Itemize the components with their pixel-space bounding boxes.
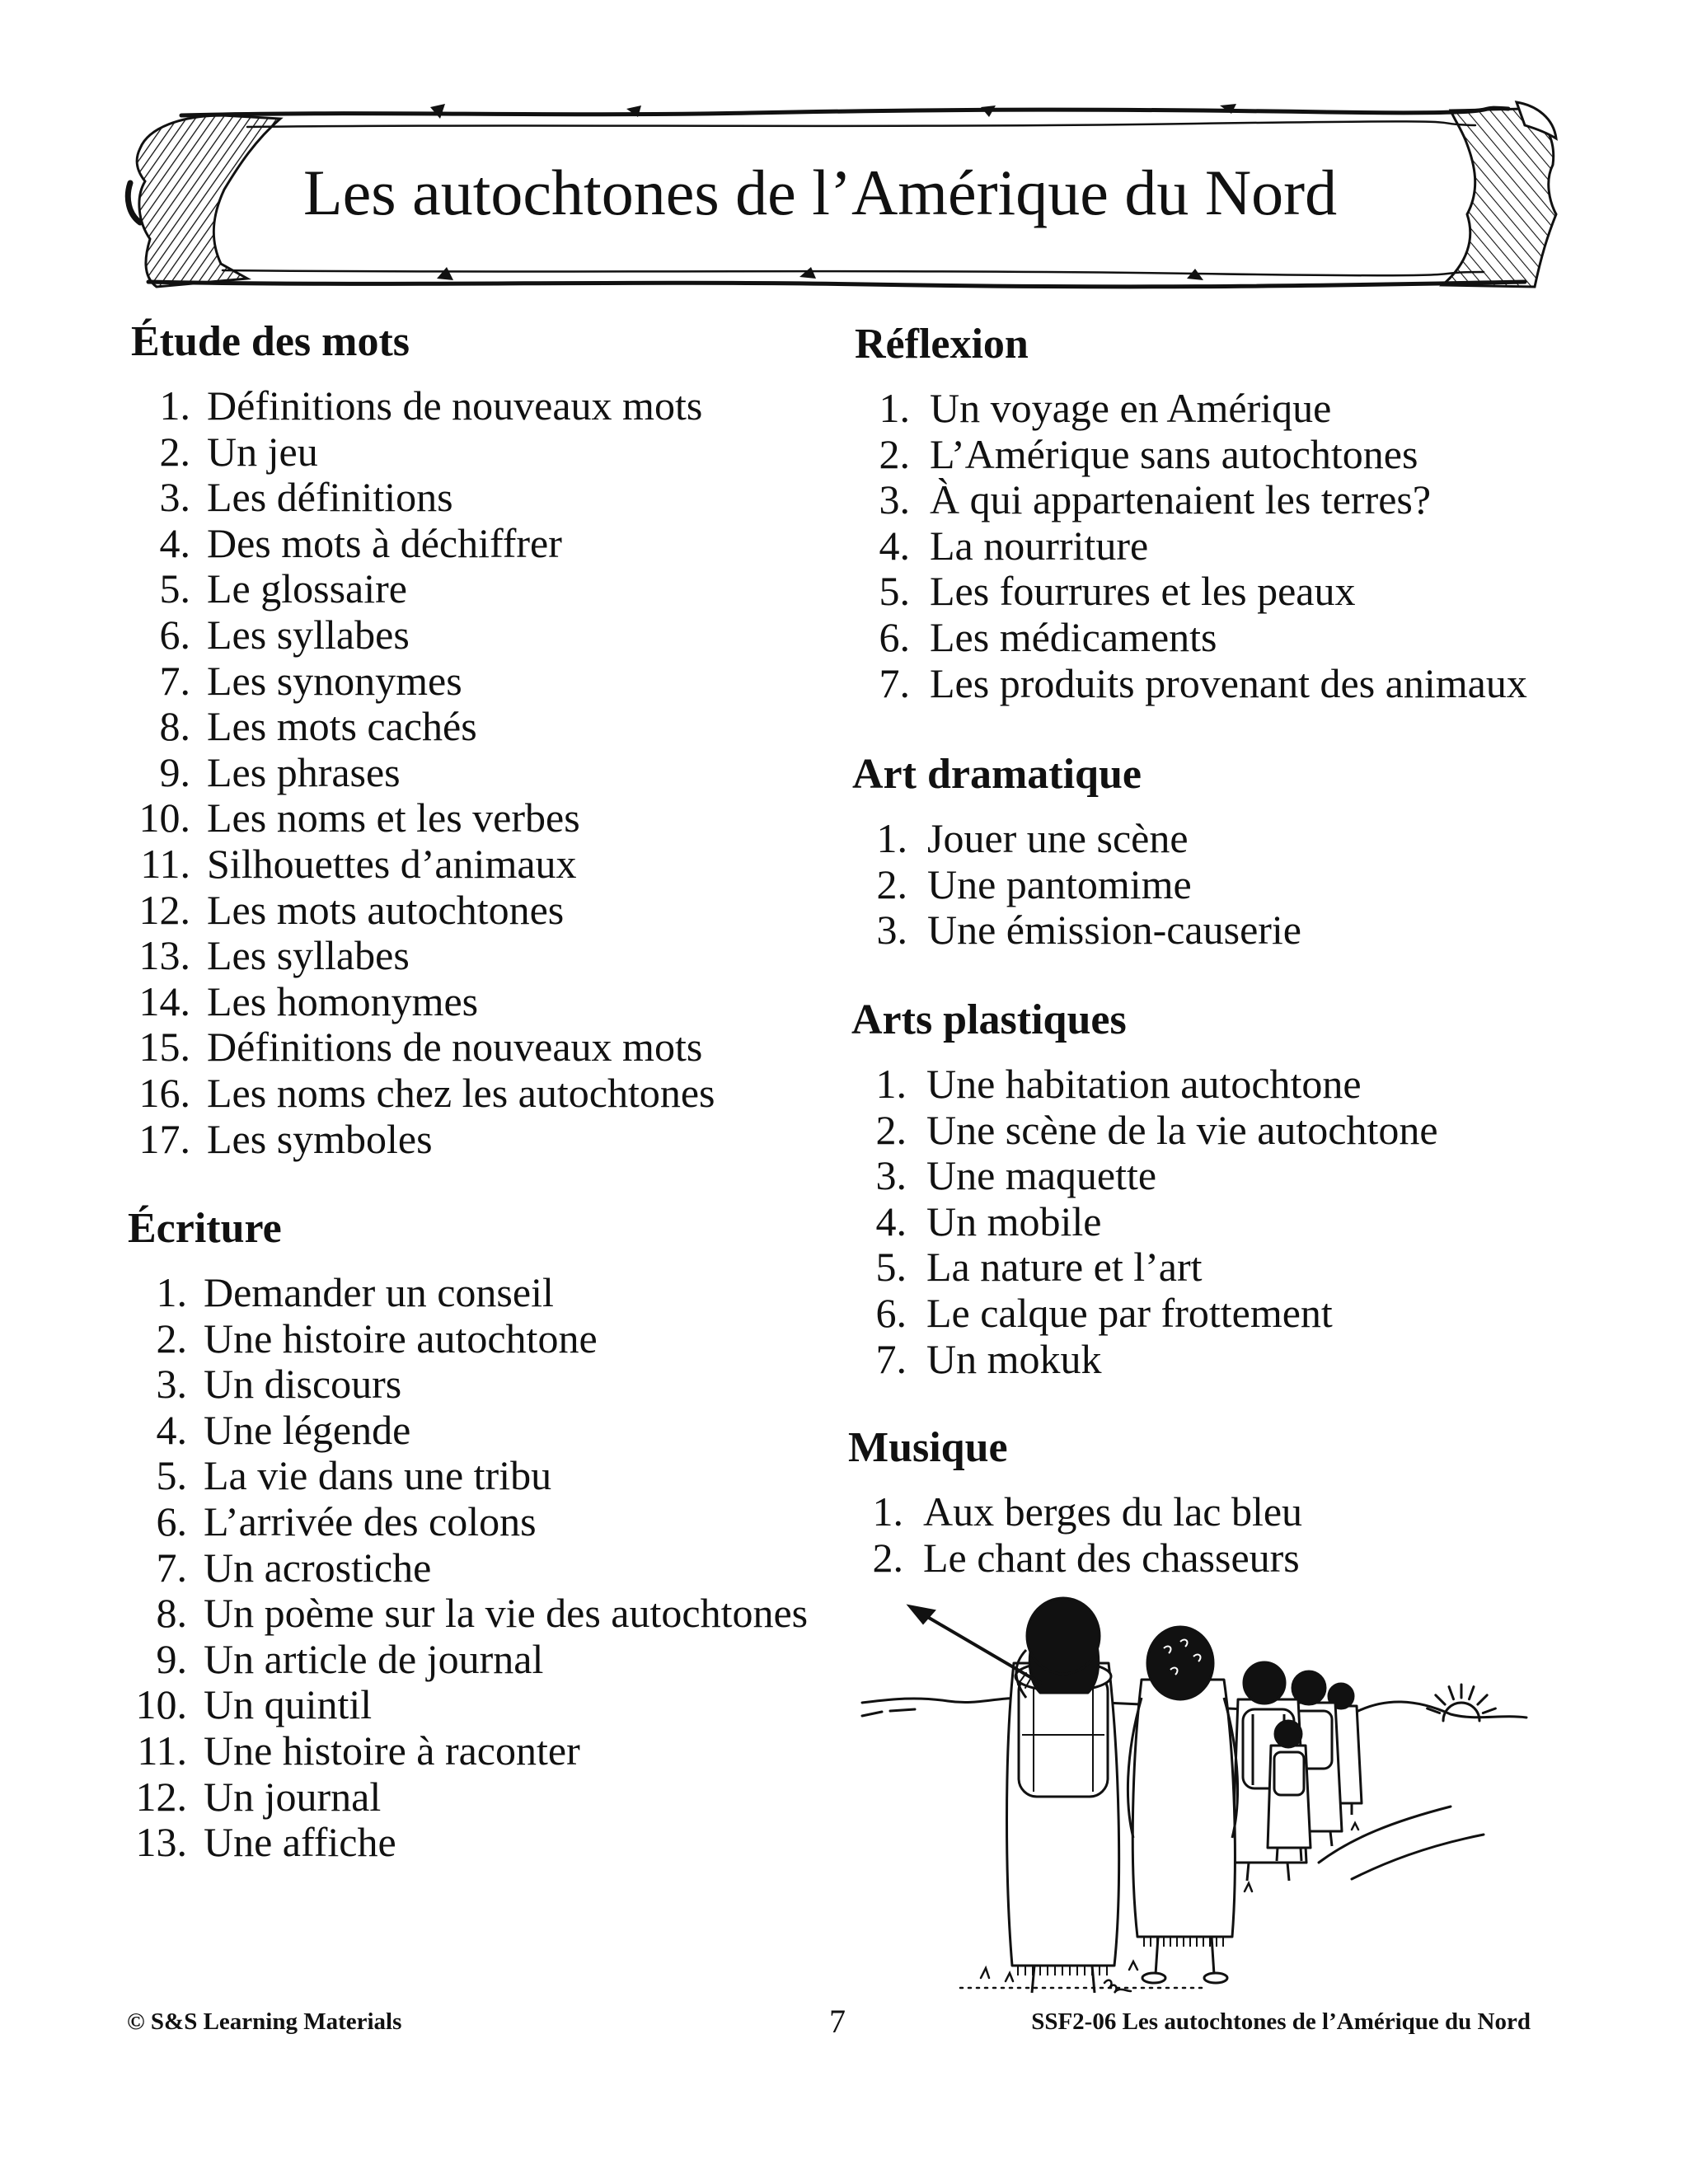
list-item (128, 1637, 808, 1683)
item-label: Une maquette (926, 1152, 1157, 1199)
item-label: Définitions de nouveaux mots (207, 382, 703, 429)
item-label: Silhouettes d’animaux (207, 840, 577, 887)
item-label: L’Amérique sans autochtones (930, 430, 1418, 477)
item-label: Les médicaments (930, 613, 1217, 660)
list-item (848, 1535, 1302, 1582)
item-label: Un acrostiche (204, 1544, 432, 1591)
item-label: Jouer une scène (927, 815, 1189, 861)
item-number: 7. (159, 657, 190, 704)
list-item (131, 429, 715, 476)
list-item (851, 1337, 1438, 1383)
list-item (851, 1199, 1438, 1245)
item-label: Une légende (204, 1406, 411, 1453)
section-art-dramatique (852, 752, 1301, 954)
item-label: Les phrases (207, 748, 401, 795)
item-number: 1. (159, 382, 190, 429)
item-label: Les syllabes (207, 611, 410, 658)
item-number: 1. (872, 1488, 903, 1535)
figure-2 (1128, 1627, 1237, 1983)
item-number: 2. (876, 860, 907, 907)
item-number: 2. (156, 1315, 187, 1361)
list-item (128, 1728, 808, 1774)
banner-bottom-inner-border (223, 270, 1484, 275)
item-number: 4. (156, 1406, 187, 1453)
item-label: Des mots à déchiffrer (207, 519, 562, 566)
item-number: 6. (875, 1289, 907, 1336)
item-number: 4. (879, 522, 910, 569)
list-item (852, 816, 1301, 862)
section-list (848, 1489, 1302, 1581)
item-label: Une histoire autochtone (204, 1315, 598, 1361)
item-label: Le glossaire (207, 565, 407, 612)
item-number: 10. (138, 794, 190, 841)
list-item (128, 1682, 808, 1728)
section-list (852, 816, 1301, 954)
item-number: 8. (159, 703, 190, 750)
footer-book-code: SSF2-06 Les autochtones de l’Amérique du Nord (1031, 2008, 1531, 2035)
section-heading: Réflexion (855, 321, 1029, 368)
list-item (855, 523, 1527, 569)
list-item (131, 1024, 715, 1071)
section-list (855, 386, 1527, 706)
list-item (131, 795, 715, 841)
item-label: Un voyage en Amérique (930, 385, 1332, 431)
banner-left-scroll (137, 115, 280, 287)
section-list (131, 383, 715, 1162)
list-item (855, 661, 1527, 707)
item-number: 9. (159, 748, 190, 795)
item-label: L’arrivée des colons (204, 1497, 537, 1544)
list-item (855, 569, 1527, 615)
section-musique (848, 1425, 1302, 1581)
list-item (851, 1153, 1438, 1199)
list-item (855, 432, 1527, 478)
list-item (128, 1361, 808, 1408)
item-label: À qui appartenaient les terres? (930, 476, 1432, 523)
item-label: Un quintil (204, 1681, 373, 1728)
section-etude-des-mots (131, 319, 715, 1162)
item-number: 9. (156, 1635, 187, 1682)
list-item (128, 1820, 808, 1866)
section-heading: Arts plastiques (851, 996, 1127, 1043)
trail-line (1319, 1807, 1484, 1879)
section-heading: Étude des mots (131, 318, 410, 365)
section-list (851, 1062, 1438, 1382)
list-item (852, 907, 1301, 954)
item-label: Les fourrures et les peaux (930, 568, 1356, 615)
item-number: 7. (879, 659, 910, 706)
list-item (852, 862, 1301, 908)
hill-line (862, 1709, 915, 1716)
item-label: Les symboles (207, 1115, 433, 1162)
page-title: Les autochtones de l’Amérique du Nord (303, 157, 1338, 228)
banner-right-scroll (1442, 109, 1556, 287)
item-number: 2. (872, 1534, 903, 1581)
list-item (851, 1108, 1438, 1154)
list-item (131, 979, 715, 1025)
item-label: Une émission-causerie (927, 907, 1302, 954)
item-label: Les noms chez les autochtones (207, 1069, 715, 1116)
item-label: Une habitation autochtone (926, 1061, 1362, 1107)
item-number: 8. (156, 1590, 187, 1637)
item-label: Demander un conseil (204, 1269, 554, 1315)
item-label: Les noms et les verbes (207, 794, 580, 841)
section-reflexion (855, 321, 1527, 706)
item-number: 14. (138, 977, 190, 1024)
item-number: 6. (159, 611, 190, 658)
item-number: 1. (156, 1269, 187, 1315)
item-label: Une pantomime (927, 860, 1192, 907)
list-item (128, 1270, 808, 1316)
list-item (131, 888, 715, 934)
item-number: 11. (137, 1727, 187, 1774)
item-number: 12. (138, 886, 190, 933)
page-number: 7 (829, 2003, 846, 2040)
item-number: 7. (875, 1335, 907, 1382)
list-item (128, 1591, 808, 1637)
item-label: Les mots autochtones (207, 886, 565, 933)
item-label: Les synonymes (207, 657, 462, 704)
list-item (131, 1117, 715, 1163)
item-label: Les syllabes (207, 932, 410, 979)
item-label: Le chant des chasseurs (923, 1534, 1300, 1581)
item-number: 6. (156, 1497, 187, 1544)
item-number: 5. (875, 1244, 907, 1291)
item-number: 2. (159, 428, 190, 475)
list-item (131, 750, 715, 796)
banner-bottom-border (148, 282, 1525, 287)
item-label: Les mots cachés (207, 703, 477, 750)
list-item (855, 386, 1527, 432)
banner-top-inner-border (247, 121, 1475, 127)
item-number: 5. (156, 1452, 187, 1499)
item-number: 3. (879, 476, 910, 523)
footer-copyright: © S&S Learning Materials (127, 2008, 402, 2035)
item-number: 3. (159, 474, 190, 521)
item-number: 1. (875, 1061, 907, 1107)
item-number: 5. (159, 565, 190, 612)
item-label: La nourriture (930, 522, 1149, 569)
list-item (848, 1489, 1302, 1535)
list-item (128, 1316, 808, 1362)
item-number: 3. (156, 1361, 187, 1408)
item-number: 3. (875, 1152, 907, 1199)
list-item (131, 704, 715, 750)
list-item (855, 615, 1527, 661)
item-number: 2. (875, 1106, 907, 1153)
item-number: 12. (135, 1773, 187, 1820)
illustration-hikers (857, 1591, 1533, 2003)
item-number: 4. (875, 1197, 907, 1244)
item-label: Un mokuk (926, 1335, 1102, 1382)
item-number: 1. (879, 385, 910, 431)
item-number: 1. (876, 815, 907, 861)
list-item (855, 477, 1527, 523)
list-item (851, 1244, 1438, 1291)
item-label: Un mobile (926, 1197, 1102, 1244)
item-label: Une histoire à raconter (204, 1727, 580, 1774)
list-item (131, 475, 715, 521)
list-item (131, 521, 715, 567)
list-item (131, 841, 715, 888)
list-item (128, 1499, 808, 1545)
item-label: La vie dans une tribu (204, 1452, 552, 1499)
list-item (131, 933, 715, 979)
item-number: 11. (140, 840, 190, 887)
section-heading: Écriture (128, 1205, 282, 1252)
figure-1 (1007, 1598, 1119, 1993)
item-number: 13. (138, 932, 190, 979)
list-item (851, 1291, 1438, 1337)
item-number: 7. (156, 1544, 187, 1591)
section-ecriture (128, 1206, 808, 1866)
item-label: Un jeu (207, 428, 318, 475)
item-number: 5. (879, 568, 910, 615)
item-label: Définitions de nouveaux mots (207, 1024, 703, 1071)
item-label: Un poème sur la vie des autochtones (204, 1590, 809, 1637)
list-item (131, 383, 715, 429)
list-item (851, 1062, 1438, 1108)
item-label: Aux berges du lac bleu (923, 1488, 1303, 1535)
list-item (131, 612, 715, 658)
item-number: 2. (879, 430, 910, 477)
section-list (128, 1270, 808, 1866)
list-item (128, 1774, 808, 1821)
list-item (131, 658, 715, 705)
item-number: 3. (876, 907, 907, 954)
item-label: Le calque par frottement (926, 1289, 1333, 1336)
item-label: Une scène de la vie autochtone (926, 1106, 1438, 1153)
item-label: Les définitions (207, 474, 453, 521)
item-number: 17. (138, 1115, 190, 1162)
section-heading: Art dramatique (852, 751, 1142, 798)
list-item (128, 1408, 808, 1454)
item-label: Les produits provenant des animaux (930, 659, 1527, 706)
item-number: 4. (159, 519, 190, 566)
list-item (128, 1453, 808, 1499)
item-number: 10. (135, 1681, 187, 1728)
item-label: Les homonymes (207, 977, 479, 1024)
item-label: Un discours (204, 1361, 402, 1408)
section-heading: Musique (848, 1424, 1008, 1471)
item-label: Une affiche (204, 1819, 396, 1866)
item-label: Un journal (204, 1773, 382, 1820)
list-item (131, 1071, 715, 1117)
list-item (128, 1545, 808, 1591)
item-number: 15. (138, 1024, 190, 1071)
item-number: 13. (135, 1819, 187, 1866)
banner-top-border (181, 108, 1508, 115)
item-number: 16. (138, 1069, 190, 1116)
list-item (131, 566, 715, 612)
item-label: Un article de journal (204, 1635, 544, 1682)
item-number: 6. (879, 613, 910, 660)
item-label: La nature et l’art (926, 1244, 1203, 1291)
section-arts-plastiques (851, 997, 1438, 1382)
